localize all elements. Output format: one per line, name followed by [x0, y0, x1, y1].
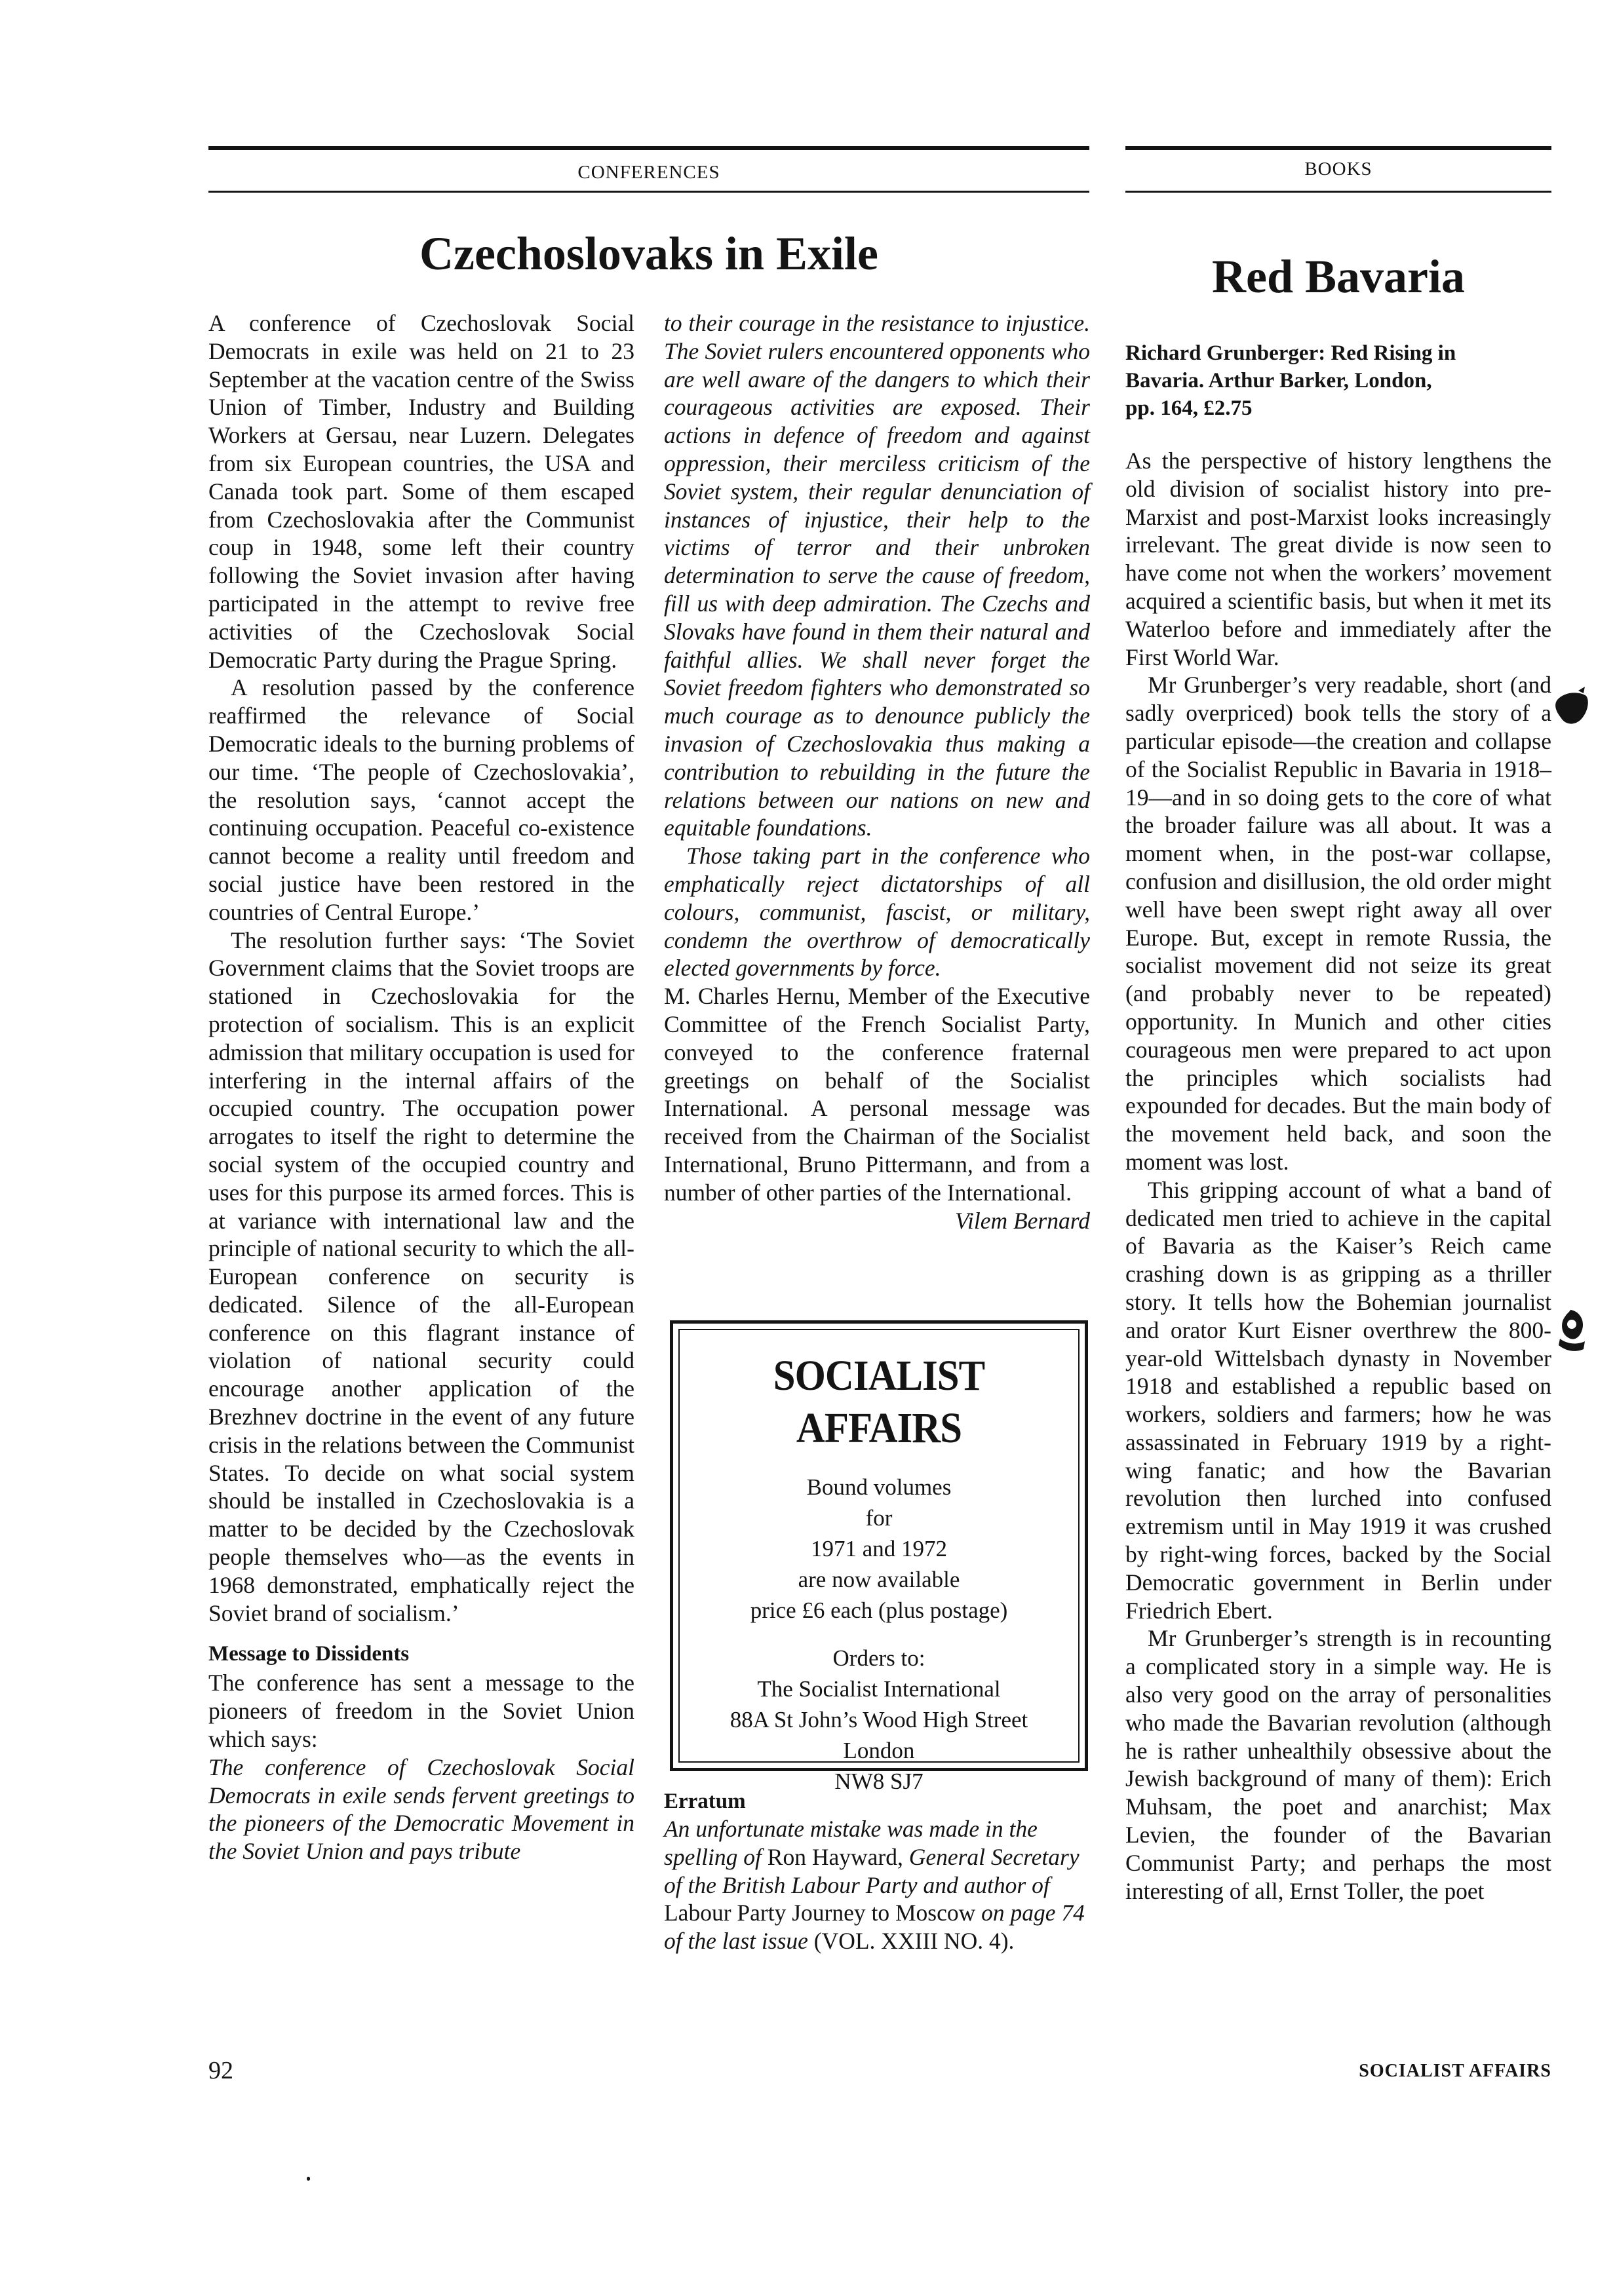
ad-address-line-4: NW8 SJ7: [834, 1769, 924, 1794]
books-headline: Red Bavaria: [1212, 250, 1465, 303]
erratum-name: Ron Hayward,: [767, 1843, 903, 1870]
erratum-book: Labour Party Journey to Moscow: [664, 1900, 976, 1926]
ad-line-bound-volumes: Bound volumes: [806, 1474, 952, 1500]
scan-mark-icon: [1553, 1307, 1587, 1354]
erratum-heading: Erratum: [664, 1789, 746, 1813]
section-label-books: BOOKS: [1304, 159, 1372, 180]
erratum-volume: (VOL. XXIII NO. 4).: [813, 1928, 1015, 1955]
ad-address-line-1: The Socialist International: [757, 1676, 1001, 1702]
books-column: [1125, 339, 1551, 1905]
books-top-rule: [1125, 146, 1551, 150]
conferences-headline: Czechoslovaks in Exile: [419, 227, 879, 280]
scan-mark-icon: [1552, 687, 1591, 733]
ad-line-years: 1971 and 1972: [810, 1536, 948, 1561]
erratum-text-3: on page 74 of the last issue: [664, 1900, 1085, 1955]
book-citation-line-1: Richard Grunberger: Red Rising in: [1125, 341, 1456, 365]
conferences-para-3: The resolution further says: ‘The Soviet Government claims that the Soviet troops are stationed in Czechoslovakia for the protection of socialism. This is an explicit admission that military occupation is used for interfering in the internal affairs of the occupied country. The occupation power arrogates to itself the right to determine the social system of the occupied country and uses for this purpose its armed forces. This is at variance with international law and the principle of national security to which the all-European conference on security is dedicated. Silence of the all-European conference on this flagrant instance of violation of national security could encourage another application of the Brezhnev doctrine in the event of any future crisis in the relations between the Communist States. To decide on what social system should be installed in Czechoslovakia is a matter to be decided by the Czechoslovak people themselves who—as the events in 1968 demonstrated, emphatically reject the Soviet brand of socialism.’: [208, 927, 634, 1626]
erratum-text-1: An unfortunate mistake was made in the spelling of: [664, 1816, 1038, 1870]
socialist-affairs-ad: [670, 1320, 1088, 1794]
ad-line-for: for: [865, 1505, 893, 1531]
stray-dot: [307, 2177, 310, 2181]
erratum-text-2: General Secretary of the British Labour Party and author of: [664, 1843, 1080, 1898]
erratum-text: [664, 1815, 1090, 1955]
conferences-para-1: A conference of Czechoslovak Social Democrats in exile was held on 21 to 23 September at the vacation centre of the Swiss Union of Timber, Industry and Building Workers at Gersau, near Luzern. Delegates from six European countries, the USA and Canada took part. Some of them escaped from Czechoslovakia after the Communist coup in 1948, some left their country following the Soviet invasion after having participated in the attempt to revive free activities of the Czechoslovak Social Democratic Party during the Prague Spring.: [208, 310, 634, 673]
books-para-3: This gripping account of what a band of dedicated men tried to achieve in the capital of Bavaria as the Kaiser’s Reich came crashing down is as gripping as a thriller story. It tells how the Bohemian journalist and orator Kurt Eisner overthrew the 800-year-old Wittelsbach dynasty in November 1918 and established a republic based on workers, soldiers and farmers; how he was assassinated in February 1919 by a right-wing fanatic; and how the Bavarian revolution then lurched into confused extremism until in May 1919 it was crushed by right-wing forces, backed by the Social Democratic government in Berlin under Friedrich Ebert.: [1125, 1176, 1551, 1624]
erratum-block: [664, 1788, 1090, 1955]
ad-line-price: price £6 each (plus postage): [750, 1598, 1008, 1623]
books-bottom-rule: [1125, 191, 1551, 193]
subhead-message-to-dissidents: Message to Dissidents: [208, 1642, 410, 1666]
dissidents-intro: The conference has sent a message to the pioneers of freedom in the Soviet Union which says:: [208, 1670, 634, 1753]
books-para-1: As the perspective of history lengthens the old division of socialist history into pre-Marxist and post-Marxist looks increasingly irrelevant. The great divide is now seen to have come not when the workers’ movement acquired a scientific basis, but when it met its Waterloo before and immediately after the First World War.: [1125, 448, 1551, 670]
dissidents-quote-para-2: Those taking part in the conference who emphatically reject dictatorships of all colours, communist, fascist, or military, condemn the overthrow of democratically elected governments by force.: [664, 843, 1090, 982]
ad-orders-label: Orders to:: [832, 1645, 925, 1671]
ad-inner-frame: [678, 1329, 1080, 1794]
book-citation-line-3: pp. 164, £2.75: [1125, 396, 1253, 420]
conferences-bottom-rule: [208, 191, 1089, 193]
conferences-column-2: [664, 309, 1090, 1234]
dissidents-quote-start: The conference of Czechoslovak Social Democrats in exile sends fervent greetings to the pioneers of the Democratic Movement in the Soviet Union and pays tribute: [208, 1753, 634, 1865]
page-number: 92: [208, 2057, 233, 2084]
conferences-column-1: [208, 309, 634, 1866]
ad-line-available: are now available: [798, 1567, 960, 1592]
hernu-paragraph: M. Charles Hernu, Member of the Executive Committee of the French Socialist Party, conveyed to the conference fraternal greetings on behalf of the Socialist International. A personal message was received from the Chairman of the Socialist International, Bruno Pittermann, and from a number of other parties of the International.: [664, 983, 1090, 1206]
dissidents-quote-continued: to their courage in the resistance to injustice. The Soviet rulers encountered opponents who are well aware of the dangers to which their courageous activities are exposed. Their actions in defence of freedom and against oppression, their merciless criticism of the Soviet system, their regular denunciation of instances of injustice, their help to the victims of terror and their unbroken determination to serve the cause of freedom, fill us with deep admiration. The Czechs and Slovaks have found in them their natural and faithful allies. We shall never forget the Soviet freedom fighters who demonstrated so much courage as to denounce publicly the invasion of Czechoslovakia thus making a contribution to rebuilding in the future the relations between our nations on new and equitable foundations.: [664, 310, 1090, 841]
book-citation-line-2: Bavaria. Arthur Barker, London,: [1125, 369, 1432, 392]
ad-address-line-3: London: [843, 1738, 915, 1763]
journal-name-footer: SOCIALIST AFFAIRS: [1359, 2061, 1551, 2081]
books-para-4: Mr Grunberger’s strength is in recounting a complicated story in a simple way. He is also very good on the array of personalities who made the Bavarian revolution (although he is rather unhealthily obsessive about the Jewish background of many of them): Erich Muhsam, the poet and anarchist; Max Levien, the founder of the Bavarian Communist Party; and perhaps the most interesting of all, Ernst Toller, the poet: [1125, 1625, 1551, 1904]
conferences-para-2: A resolution passed by the conference reaffirmed the relevance of Social Democratic ideals to the burning problems of our time. ‘The people of Czechoslovakia’, the resolution says, ‘cannot accept the continuing occupation. Peaceful co-existence cannot become a reality until freedom and social justice have been restored in the countries of Central Europe.’: [208, 674, 634, 925]
section-label-conferences: CONFERENCES: [577, 162, 720, 183]
ad-title: SOCIALIST AFFAIRS: [773, 1352, 985, 1452]
author-signature: Vilem Bernard: [954, 1207, 1090, 1234]
ad-address-line-2: 88A St John’s Wood High Street: [730, 1707, 1028, 1732]
conferences-top-rule: [208, 146, 1089, 150]
books-para-2: Mr Grunberger’s very readable, short (and sadly overpriced) book tells the story of a particular episode—the creation and collapse of the Socialist Republic in Bavaria in 1918–19—and in so doing gets to the core of what the broader failure was all about. It was a moment when, in the post-war collapse, confusion and disillusion, the old order might well have been swept right away all over Europe. But, except in remote Russia, the socialist movement did not seize its great (and probably never to be repeated) opportunity. In Munich and other cities courageous men were prepared to act upon the principles which socialists had expounded for decades. But the main body of the movement held back, and soon the moment was lost.: [1125, 672, 1551, 1175]
